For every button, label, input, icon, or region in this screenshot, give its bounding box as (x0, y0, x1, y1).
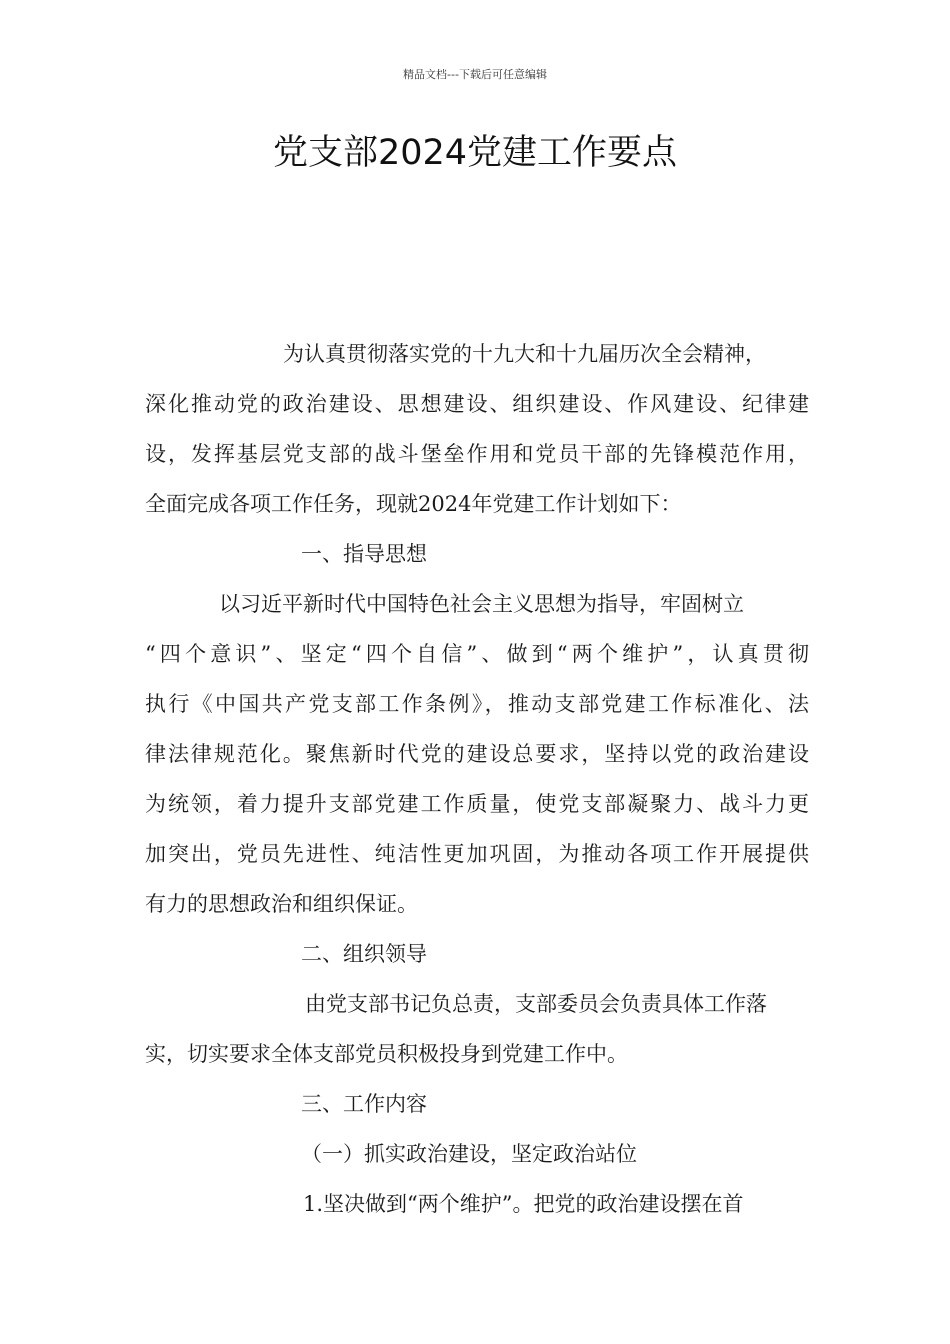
document-title: 党支部2024党建工作要点 (272, 133, 678, 173)
text-line: 实，切实要求全体支部党员积极投身到党建工作中。 (145, 1042, 628, 1066)
section1-heading: 一、指导思想 (301, 542, 427, 566)
text-line: 由党支部书记负总责，支部委员会负责具体工作落 (305, 992, 767, 1016)
intro-paragraph (145, 329, 809, 529)
section3-subheading: （一）抓实政治建设，坚定政治站位 (301, 1142, 637, 1166)
text-line: 全面完成各项工作任务，现就2024年党建工作计划如下： (145, 492, 682, 516)
text-line: 有力的思想政治和组织保证。 (145, 892, 418, 916)
section-heading (145, 1079, 809, 1129)
text-line: 以习近平新时代中国特色社会主义思想为指导，牢固树立 (219, 592, 744, 616)
section2-paragraph (145, 979, 809, 1079)
section-heading (145, 929, 809, 979)
text-line: 为认真贯彻落实党的十九大和十九届历次全会精神， (283, 342, 766, 366)
page-header: 精品文档---下载后可任意编辑 (403, 68, 547, 81)
text-line: 加突出，党员先进性、纯洁性更加巩固，为推动各项工作开展提供 (145, 842, 809, 866)
section2-heading: 二、组织领导 (301, 942, 427, 966)
text-line: 设，发挥基层党支部的战斗堡垒作用和党员干部的先锋模范作用， (145, 442, 809, 466)
item-paragraph (145, 1179, 809, 1229)
text-line: “四个意识”、坚定“四个自信”、做到“两个维护”，认真贯彻 (145, 642, 809, 666)
text-line: 深化推动党的政治建设、思想建设、组织建设、作风建设、纪律建 (145, 392, 809, 416)
document-body (145, 329, 809, 1229)
text-line: 1.坚决做到“两个维护”。把党的政治建设摆在首 (303, 1192, 744, 1216)
section1-paragraph (145, 579, 809, 929)
section-heading (145, 529, 809, 579)
subsection-heading (145, 1129, 809, 1179)
section3-heading: 三、工作内容 (301, 1092, 427, 1116)
text-line: 执行《中国共产党支部工作条例》，推动支部党建工作标准化、法 (145, 692, 809, 716)
text-line: 律法律规范化。聚焦新时代党的建设总要求，坚持以党的政治建设 (145, 742, 809, 766)
text-line: 为统领，着力提升支部党建工作质量，使党支部凝聚力、战斗力更 (145, 792, 809, 816)
